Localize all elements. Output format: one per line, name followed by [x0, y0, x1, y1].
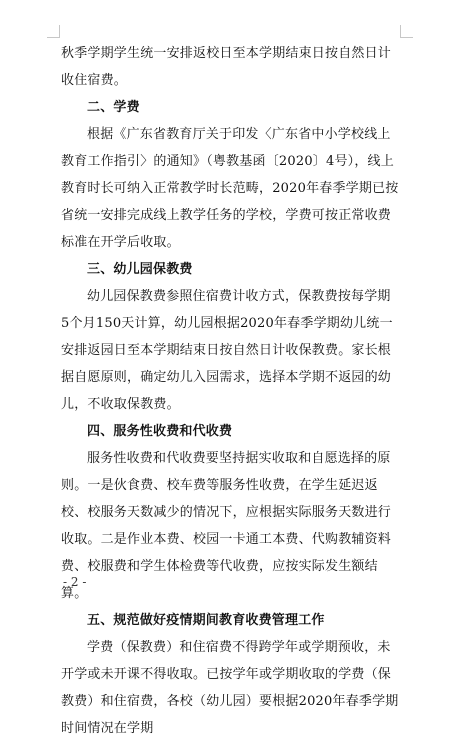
paragraph-service-fees: 服务性收费和代收费要坚持据实收取和自愿选择的原则。一是伙食费、校车费等服务性收费，在学生延迟返校、校服务天数减少的情况下，应根据实际服务天数进行收取。二是作业本费、校园一卡通工本费、代购教辅资料费、校服费和学生体检费等代收费，应按实际发生额结算。	[61, 451, 392, 601]
paragraph-continuation: 秋季学期学生统一安排返校日至本学期结束日按自然日计收住宿费。	[61, 46, 392, 88]
section-heading-epidemic-management: 五、规范做好疫情期间教育收费管理工作	[87, 613, 325, 628]
section-heading-kindergarten-fee: 三、幼儿园保教费	[87, 262, 193, 277]
document-body	[61, 40, 399, 742]
paragraph-tuition: 根据《广东省教育厅关于印发〈广东省中小学校线上教育工作指引〉的通知》（粤教基函〔2020〕4号），线上教育时长可纳入正常教学时长范畴，2020年春季学期已按省统一安排完成线上教学任务的学校，学费可按正常收费标准在开学后收取。	[61, 127, 399, 250]
section-heading-tuition: 二、学费	[87, 100, 140, 115]
page-number: - 2 -	[63, 575, 87, 589]
paragraph-epidemic-management: 学费（保教费）和住宿费不得跨学年或学期预收，未开学或未开课不得收取。已按学年或学期收取的学费（保教费）和住宿费，各校（幼儿园）要根据2020年春季学期时间情况在学期	[61, 640, 399, 736]
paragraph-kindergarten-fee: 幼儿园保教费参照住宿费计收方式，保教费按每学期5个月150天计算，幼儿园根据2020年春季学期幼儿统一安排返园日至本学期结束日按自然日计收保教费。家长根据自愿原则，确定幼儿入园需求，选择本学期不返园的幼儿，不收取保教费。	[61, 289, 393, 412]
section-heading-service-fees: 四、服务性收费和代收费	[87, 424, 233, 439]
crop-mark-top-left	[47, 25, 60, 38]
crop-mark-top-right	[400, 25, 413, 38]
